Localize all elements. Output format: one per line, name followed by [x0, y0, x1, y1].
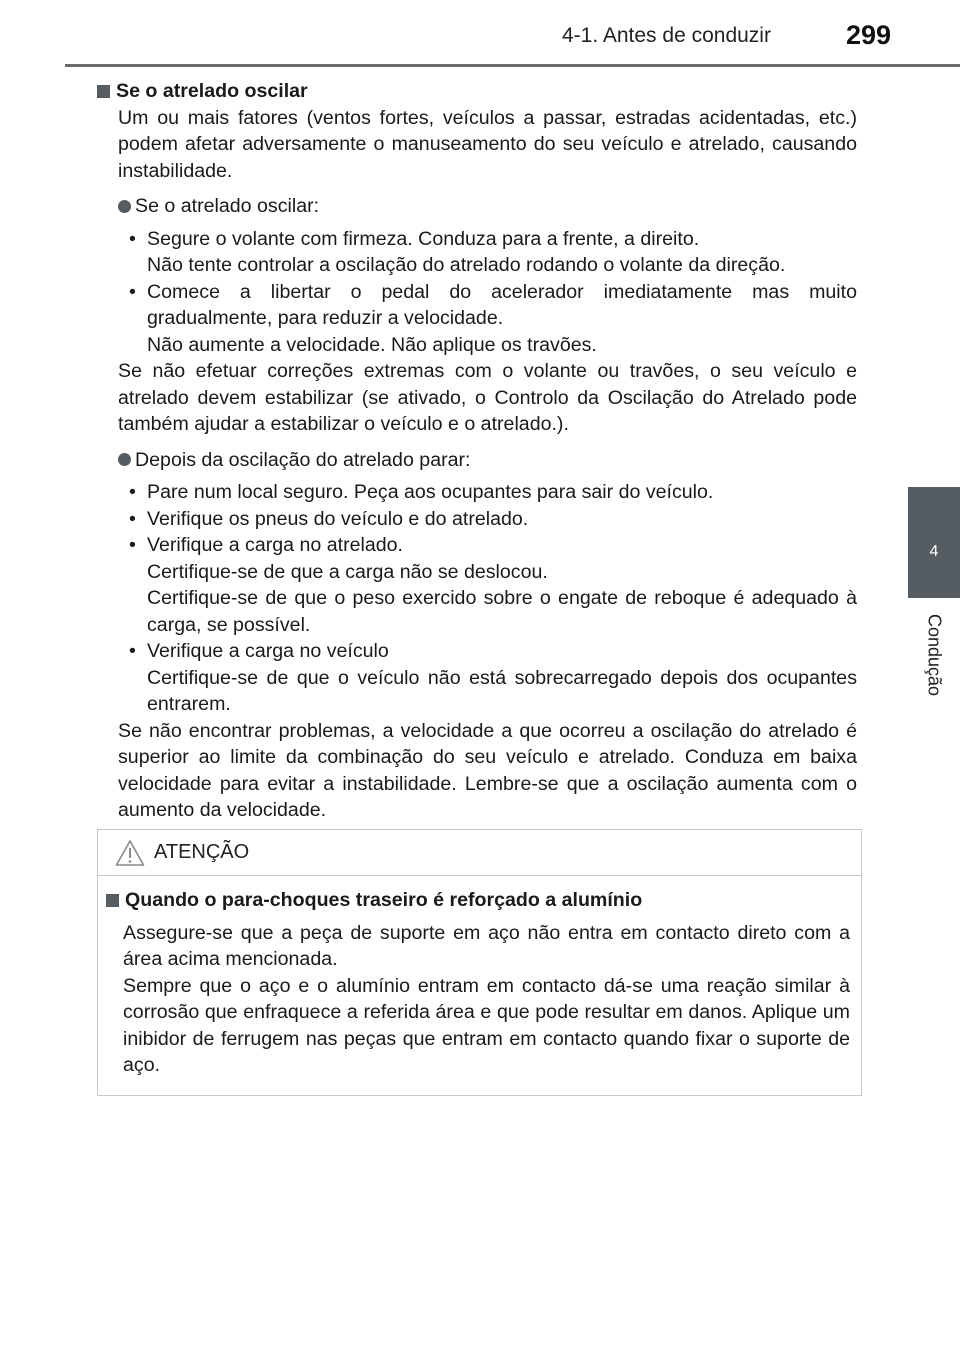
- section-title: 4-1. Antes de conduzir: [562, 24, 771, 47]
- list-item-line: • Segure o volante com firmeza. Conduza para a frente, a direito.: [147, 227, 700, 250]
- header-divider: [65, 64, 960, 67]
- list-item-line: • Comece a libertar o pedal do acelerador imediatamente mas muito gradualmente, para reduzir a velocidade.: [147, 280, 857, 329]
- list-item: [118, 638, 857, 718]
- bullet-list-1: [118, 226, 857, 359]
- list-item: [118, 279, 857, 359]
- subheading-1: [118, 193, 857, 220]
- paragraph: Se não encontrar problemas, a velocidade a que ocorreu a oscilação do atrelado é superior ao limite da combinação do seu veículo e atrelado. Conduza em baixa velocidade para evitar a instabilidade. Lembre-se que a oscilação aumenta com o aumento da velocidade.: [118, 719, 857, 821]
- section-heading: [97, 78, 857, 105]
- chapter-tab[interactable]: [908, 487, 960, 598]
- chapter-title-container: [908, 600, 960, 710]
- list-item: [118, 532, 857, 638]
- list-item: [118, 479, 857, 506]
- subheading-2-text: Depois da oscilação do atrelado parar:: [135, 448, 471, 471]
- warning-heading: [106, 887, 850, 914]
- chapter-title: Condução: [924, 613, 945, 697]
- list-item-line: Certifique-se de que o veículo não está sobrecarregado depois dos ocupantes entrarem.: [147, 666, 857, 715]
- warning-title-bar: [98, 830, 861, 876]
- list-item: [118, 506, 857, 533]
- circle-bullet-icon: [118, 453, 131, 466]
- warning-paragraph: Sempre que o aço e o alumínio entram em contacto dá-se uma reação similar à corrosão que enfraquece a referida área e que pode resultar em danos. Aplique um inibidor de ferrugem nas peças que entram em contacto quando fixar o suporte de aço.: [123, 974, 850, 1076]
- list-item-line: • Verifique a carga no veículo: [147, 640, 389, 662]
- bullet-list-2: [118, 479, 857, 718]
- intro-paragraph: Um ou mais fatores (ventos fortes, veículos a passar, estradas acidentadas, etc.) podem afetar adversamente o manuseamento do seu veículo e atrelado, causando instabilidade.: [118, 106, 857, 182]
- warning-paragraph: Assegure-se que a peça de suporte em aço não entra em contacto direto com a área acima mencionada.: [123, 921, 850, 970]
- warning-box: [97, 829, 862, 1096]
- chapter-number: 4: [929, 543, 939, 560]
- section-heading-text: Se o atrelado oscilar: [116, 80, 308, 102]
- paragraph: Se não efetuar correções extremas com o volante ou travões, o seu veículo e atrelado devem estabilizar (se ativado, o Controlo da Oscilação do Atrelado pode também ajudar a estabilizar o veículo e o atrelado.).: [118, 360, 857, 435]
- list-item-line: • Verifique os pneus do veículo e do atrelado.: [147, 507, 529, 530]
- list-item-line: Certifique-se de que o peso exercido sobre o engate de reboque é adequado à carga, se possível.: [147, 587, 857, 636]
- list-item-line: • Verifique a carga no atrelado.: [147, 534, 403, 556]
- list-item-line: Não aumente a velocidade. Não aplique os travões.: [147, 333, 597, 356]
- warning-heading-text: Quando o para-choques traseiro é reforçado a alumínio: [125, 889, 643, 911]
- main-content: [97, 78, 857, 824]
- list-item: [118, 226, 857, 279]
- square-bullet-icon: [97, 85, 110, 98]
- circle-bullet-icon: [118, 200, 131, 213]
- subheading-2: [118, 447, 857, 474]
- page-number: 299: [846, 20, 892, 50]
- list-item-line: • Pare num local seguro. Peça aos ocupantes para sair do veículo.: [147, 481, 714, 503]
- list-item-line: Não tente controlar a oscilação do atrelado rodando o volante da direção.: [147, 254, 786, 276]
- subheading-1-text: Se o atrelado oscilar:: [135, 195, 320, 217]
- warning-body: [106, 887, 850, 1079]
- warning-triangle-icon: [115, 839, 145, 867]
- list-item-line: Certifique-se de que a carga não se deslocou.: [147, 560, 548, 583]
- warning-title: ATENÇÃO: [154, 841, 250, 863]
- square-bullet-icon: [106, 894, 119, 907]
